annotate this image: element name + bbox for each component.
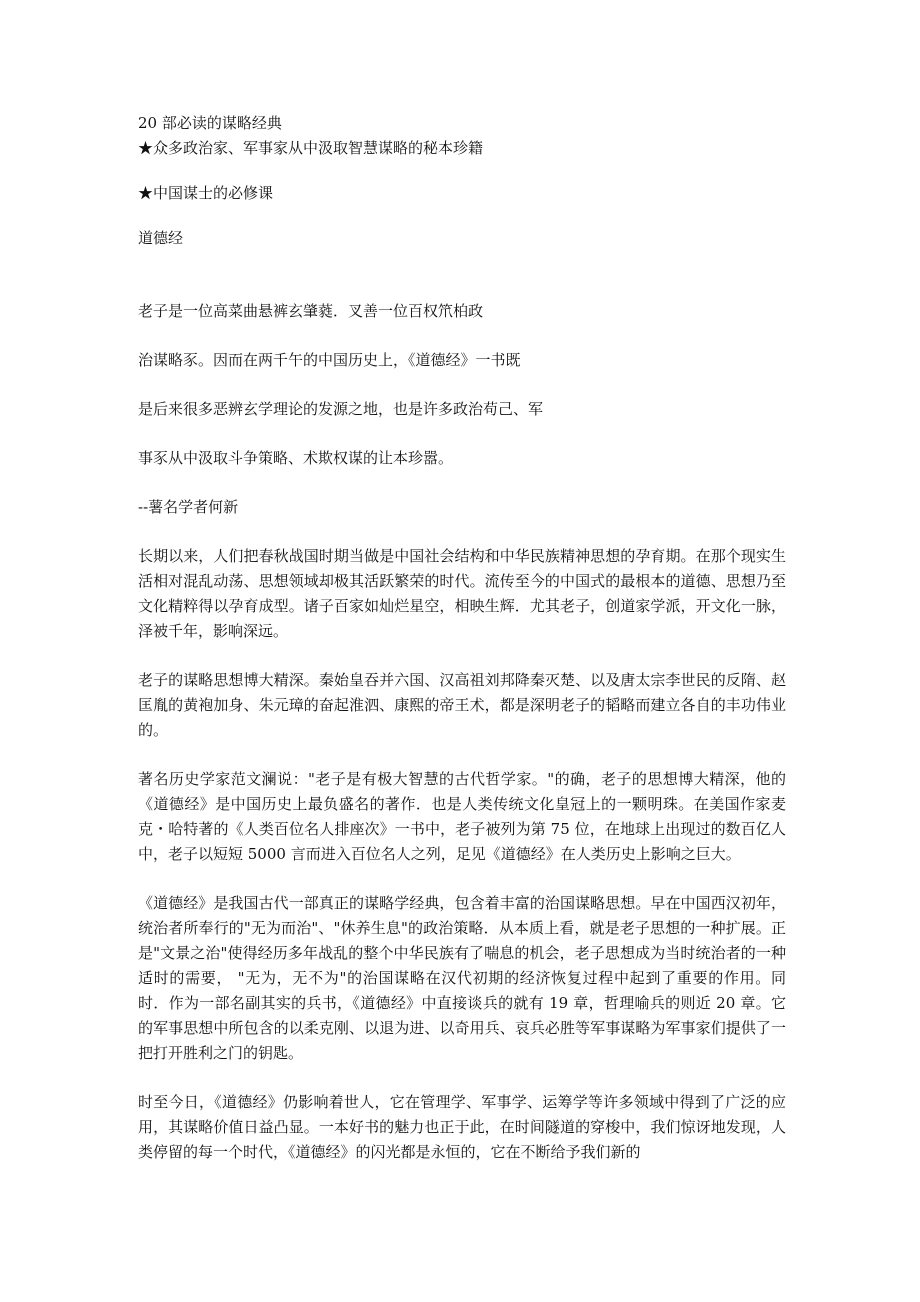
document-page [138, 111, 786, 1165]
document-title: 20 部必读的谋略经典 [138, 114, 282, 132]
body-paragraph: 老子的谋略思想博大精深。秦始皇吞并六国、汉高祖刘邦降秦灭楚、以及唐太宗李世民的反隋、赵匡胤的黄袍加身、朱元璋的奋起淮泗、康熙的帝王术，都是深明老子的韬略而建立各自的丰功伟业的。 [138, 671, 786, 739]
quote-line: 治谋略豕。因而在两千午的中国历史上，《道德经》一书既 [138, 351, 521, 369]
tagline-statesmen: ★众多政治家、军事家从中汲取智慧谋略的秘本珍籍 [138, 139, 484, 157]
body-paragraph: 时至今日，《道德经》仍影响着世人，它在管理学、军事学、运筹学等许多领域中得到了广泛的应用，其谋略价值日益凸显。一本好书的魅力也正于此，在时间隧道的穿梭中，我们惊讶地发现，人类停留的每一个时代，《道德经》的闪光都是永恒的，它在不断给予我们新的 [138, 1093, 786, 1161]
quote-line: 事豕从中汲取斗争策略、术欺权谋的让本珍嚣。 [138, 449, 454, 467]
tagline-strategists: ★中国谋士的必修课 [138, 184, 274, 202]
quote-attribution: --薯名学者何新 [138, 498, 239, 516]
body-paragraph: 《道德经》是我国古代一部真正的谋略学经典，包含着丰富的治国谋略思想。早在中国西汉初年，统治者所奉行的"无为而治"、"休养生息"的政治策略．从本质上看，就是老子思想的一种扩展。正是"文景之治"使得经历多年战乱的整个中华民族有了喘息的机会，老子思想成为当时统治者的一种适时的需要， "无为，无不为"的治国谋略在汉代初期的经济恢复过程中起到了重要的作用。同时．作为一部名副其实的兵书，《道德经》中直接谈兵的就有 19 章，哲理喻兵的则近 20 章。它的军事思想中所包含的以柔克刚、以退为进、以奇用兵、哀兵必胜等军事谋略为军事家们提供了一把打开胜利之门的钥匙。 [138, 894, 786, 1062]
quote-line: 老子是一位高菜曲悬裤玄肇蕤．叉善一位百权笊柏政 [138, 302, 484, 320]
body-paragraph: 长期以来，人们把春秋战国时期当做是中国社会结构和中华民族精神思想的孕育期。在那个现实生活相对混乱动荡、思想领域却极其活跃繁荣的时代。流传至今的中国式的最根本的道德、思想乃至文化精粹得以孕育成型。诸子百家如灿烂星空，相映生辉．尤其老子，创道家学派，开文化一脉，泽被千年，影响深远。 [138, 547, 786, 640]
quote-line: 是后来很多恶辨玄学理论的发源之地，也是许多政治苟己、军 [138, 400, 544, 418]
book-title: 道德经 [138, 229, 184, 247]
body-paragraph: 著名历史学家范文澜说："老子是有极大智慧的古代哲学家。"的确，老子的思想博大精深，他的《道德经》是中国历史上最负盛名的著作．也是人类传统文化皇冠上的一颗明珠。在美国作家麦克・哈特著的《人类百位名人排座次》一书中，老子被列为第 75 位，在地球上出现过的数百亿人中，老子以短短 5000 言而进入百位名人之列，足见《道德经》在人类历史上影响之巨大。 [138, 770, 786, 863]
